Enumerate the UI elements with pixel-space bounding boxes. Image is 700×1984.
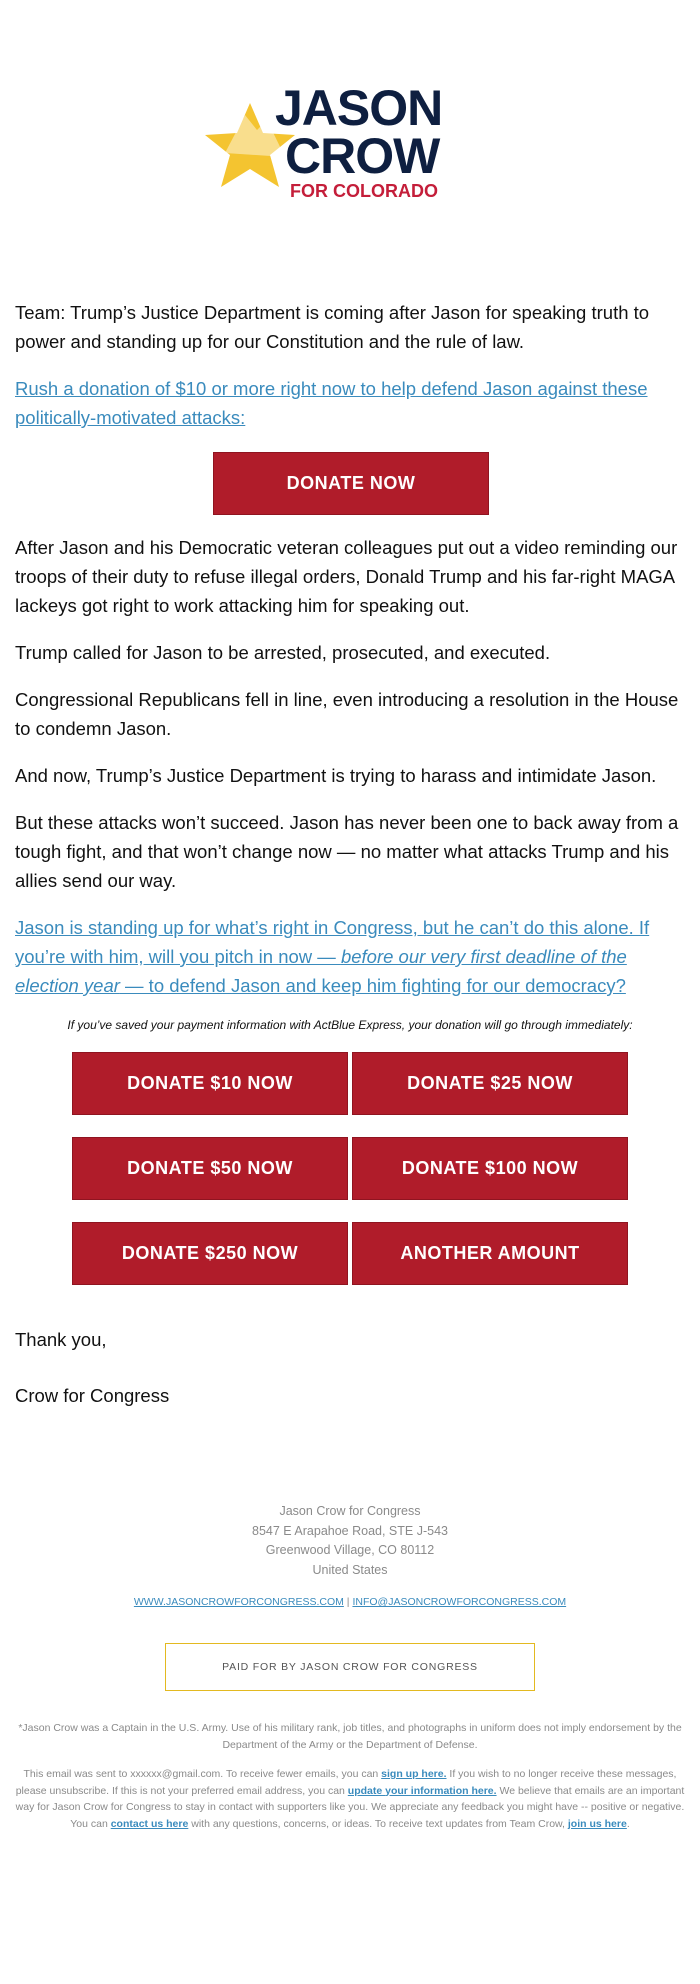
footer-links — [0, 1596, 700, 1608]
donate-now-button[interactable]: DONATE NOW — [213, 452, 489, 515]
intro-paragraph: Team: Trump’s Justice Department is coming after Jason for speaking truth to power and standing up for our Constitution and the rule of law. — [15, 302, 650, 352]
deadline-emphasis: before our very first deadline of the election year — [15, 946, 627, 996]
footer-address — [0, 1502, 700, 1580]
logo-line-1: JASON — [275, 80, 443, 136]
website-link[interactable]: WWW.JASONCROWFORCONGRESS.COM — [133, 1596, 344, 1608]
paragraph-justice-dept: And now, Trump’s Justice Department is trying to harass and intimidate Jason. — [15, 765, 657, 786]
signoff — [15, 1325, 169, 1437]
thanks-text: Thank you, — [15, 1329, 107, 1350]
military-disclaimer: *Jason Crow was a Captain in the U.S. Army. Use of his military rank, job titles, and photographs in uniform does not imply endorsement by the Department of the Army or the Department of Defense. — [18, 1722, 682, 1751]
address-org: Jason Crow for Congress — [279, 1504, 421, 1518]
donate-50-button[interactable]: DONATE $50 NOW — [72, 1137, 348, 1200]
legal-text-3: We believe that emails are an important way for Jason Crow for Congress to stay in contact with supporters like you. We appreciate any feedback you might have -- positive or negative. You can — [15, 1784, 685, 1830]
link-separator: | — [346, 1596, 350, 1608]
logo-line-2: CROW — [285, 128, 440, 184]
pitch-in-link-part-1: Jason is standing up for what’s right in Congress, but he can’t do this alone. If you’re with him, will you pitch in now — — [15, 917, 650, 967]
contact-link[interactable]: contact us here — [110, 1817, 189, 1830]
paid-for-box: PAID FOR BY JASON CROW FOR CONGRESS — [165, 1643, 535, 1691]
update-info-link[interactable]: update your information here. — [347, 1784, 497, 1797]
another-amount-button[interactable]: ANOTHER AMOUNT — [352, 1222, 628, 1285]
pitch-in-link[interactable] — [15, 917, 649, 996]
donate-25-button[interactable]: DONATE $25 NOW — [352, 1052, 628, 1115]
legal-text-2: If you wish to no longer receive these messages, please unsubscribe. If this is not your preferred email address, you can — [15, 1768, 677, 1797]
address-street: 8547 E Arapahoe Road, STE J-543 — [252, 1523, 448, 1538]
email-link[interactable]: INFO@JASONCROWFORCONGRESS.COM — [352, 1596, 567, 1608]
donate-100-button[interactable]: DONATE $100 NOW — [352, 1137, 628, 1200]
address-country: United States — [312, 1562, 388, 1577]
donate-250-button[interactable]: DONATE $250 NOW — [72, 1222, 348, 1285]
sender-name: Crow for Congress — [15, 1385, 170, 1406]
email-body-continued — [15, 533, 685, 1018]
sign-up-link[interactable]: sign up here. — [381, 1768, 447, 1780]
pitch-in-paragraph — [15, 913, 685, 1000]
legal-text — [15, 1766, 685, 1832]
star-mountain-icon — [195, 75, 475, 205]
pitch-in-link-part-2: — to defend Jason and keep him fighting for our democracy? — [119, 975, 626, 996]
legal-text-4: with any questions, concerns, or ideas. To receive text updates from Team Crow, — [188, 1817, 568, 1830]
donate-10-button[interactable]: DONATE $10 NOW — [72, 1052, 348, 1115]
paragraph-video: After Jason and his Democratic veteran colleagues put out a video reminding our troops of their duty to refuse illegal orders, Donald Trump and his far-right MAGA lackeys got right to work attacking him for speaking out. — [15, 537, 678, 616]
paragraph-trump: Trump called for Jason to be arrested, prosecuted, and executed. — [15, 642, 551, 663]
paragraph-republicans: Congressional Republicans fell in line, even introducing a resolution in the House to condemn Jason. — [15, 689, 679, 739]
legal-text-5: . — [626, 1817, 630, 1830]
legal-text-1: This email was sent to xxxxxx@gmail.com. To receive fewer emails, you can — [23, 1768, 382, 1780]
actblue-express-note: If you’ve saved your payment information with ActBlue Express, your donation will go through immediately: — [67, 1018, 633, 1032]
email-body — [15, 298, 685, 450]
join-link[interactable]: join us here — [567, 1817, 627, 1830]
address-city: Greenwood Village, CO 80112 — [265, 1543, 435, 1557]
logo-line-3: FOR COLORADO — [290, 181, 438, 201]
donation-cta-link[interactable]: Rush a donation of $10 or more right now to help defend Jason against these politically-motivated attacks: — [15, 378, 648, 428]
campaign-logo — [195, 75, 475, 205]
paragraph-attacks: But these attacks won’t succeed. Jason has never been one to back away from a tough fight, and that won’t change now — no matter what attacks Trump and his allies send our way. — [15, 812, 679, 891]
